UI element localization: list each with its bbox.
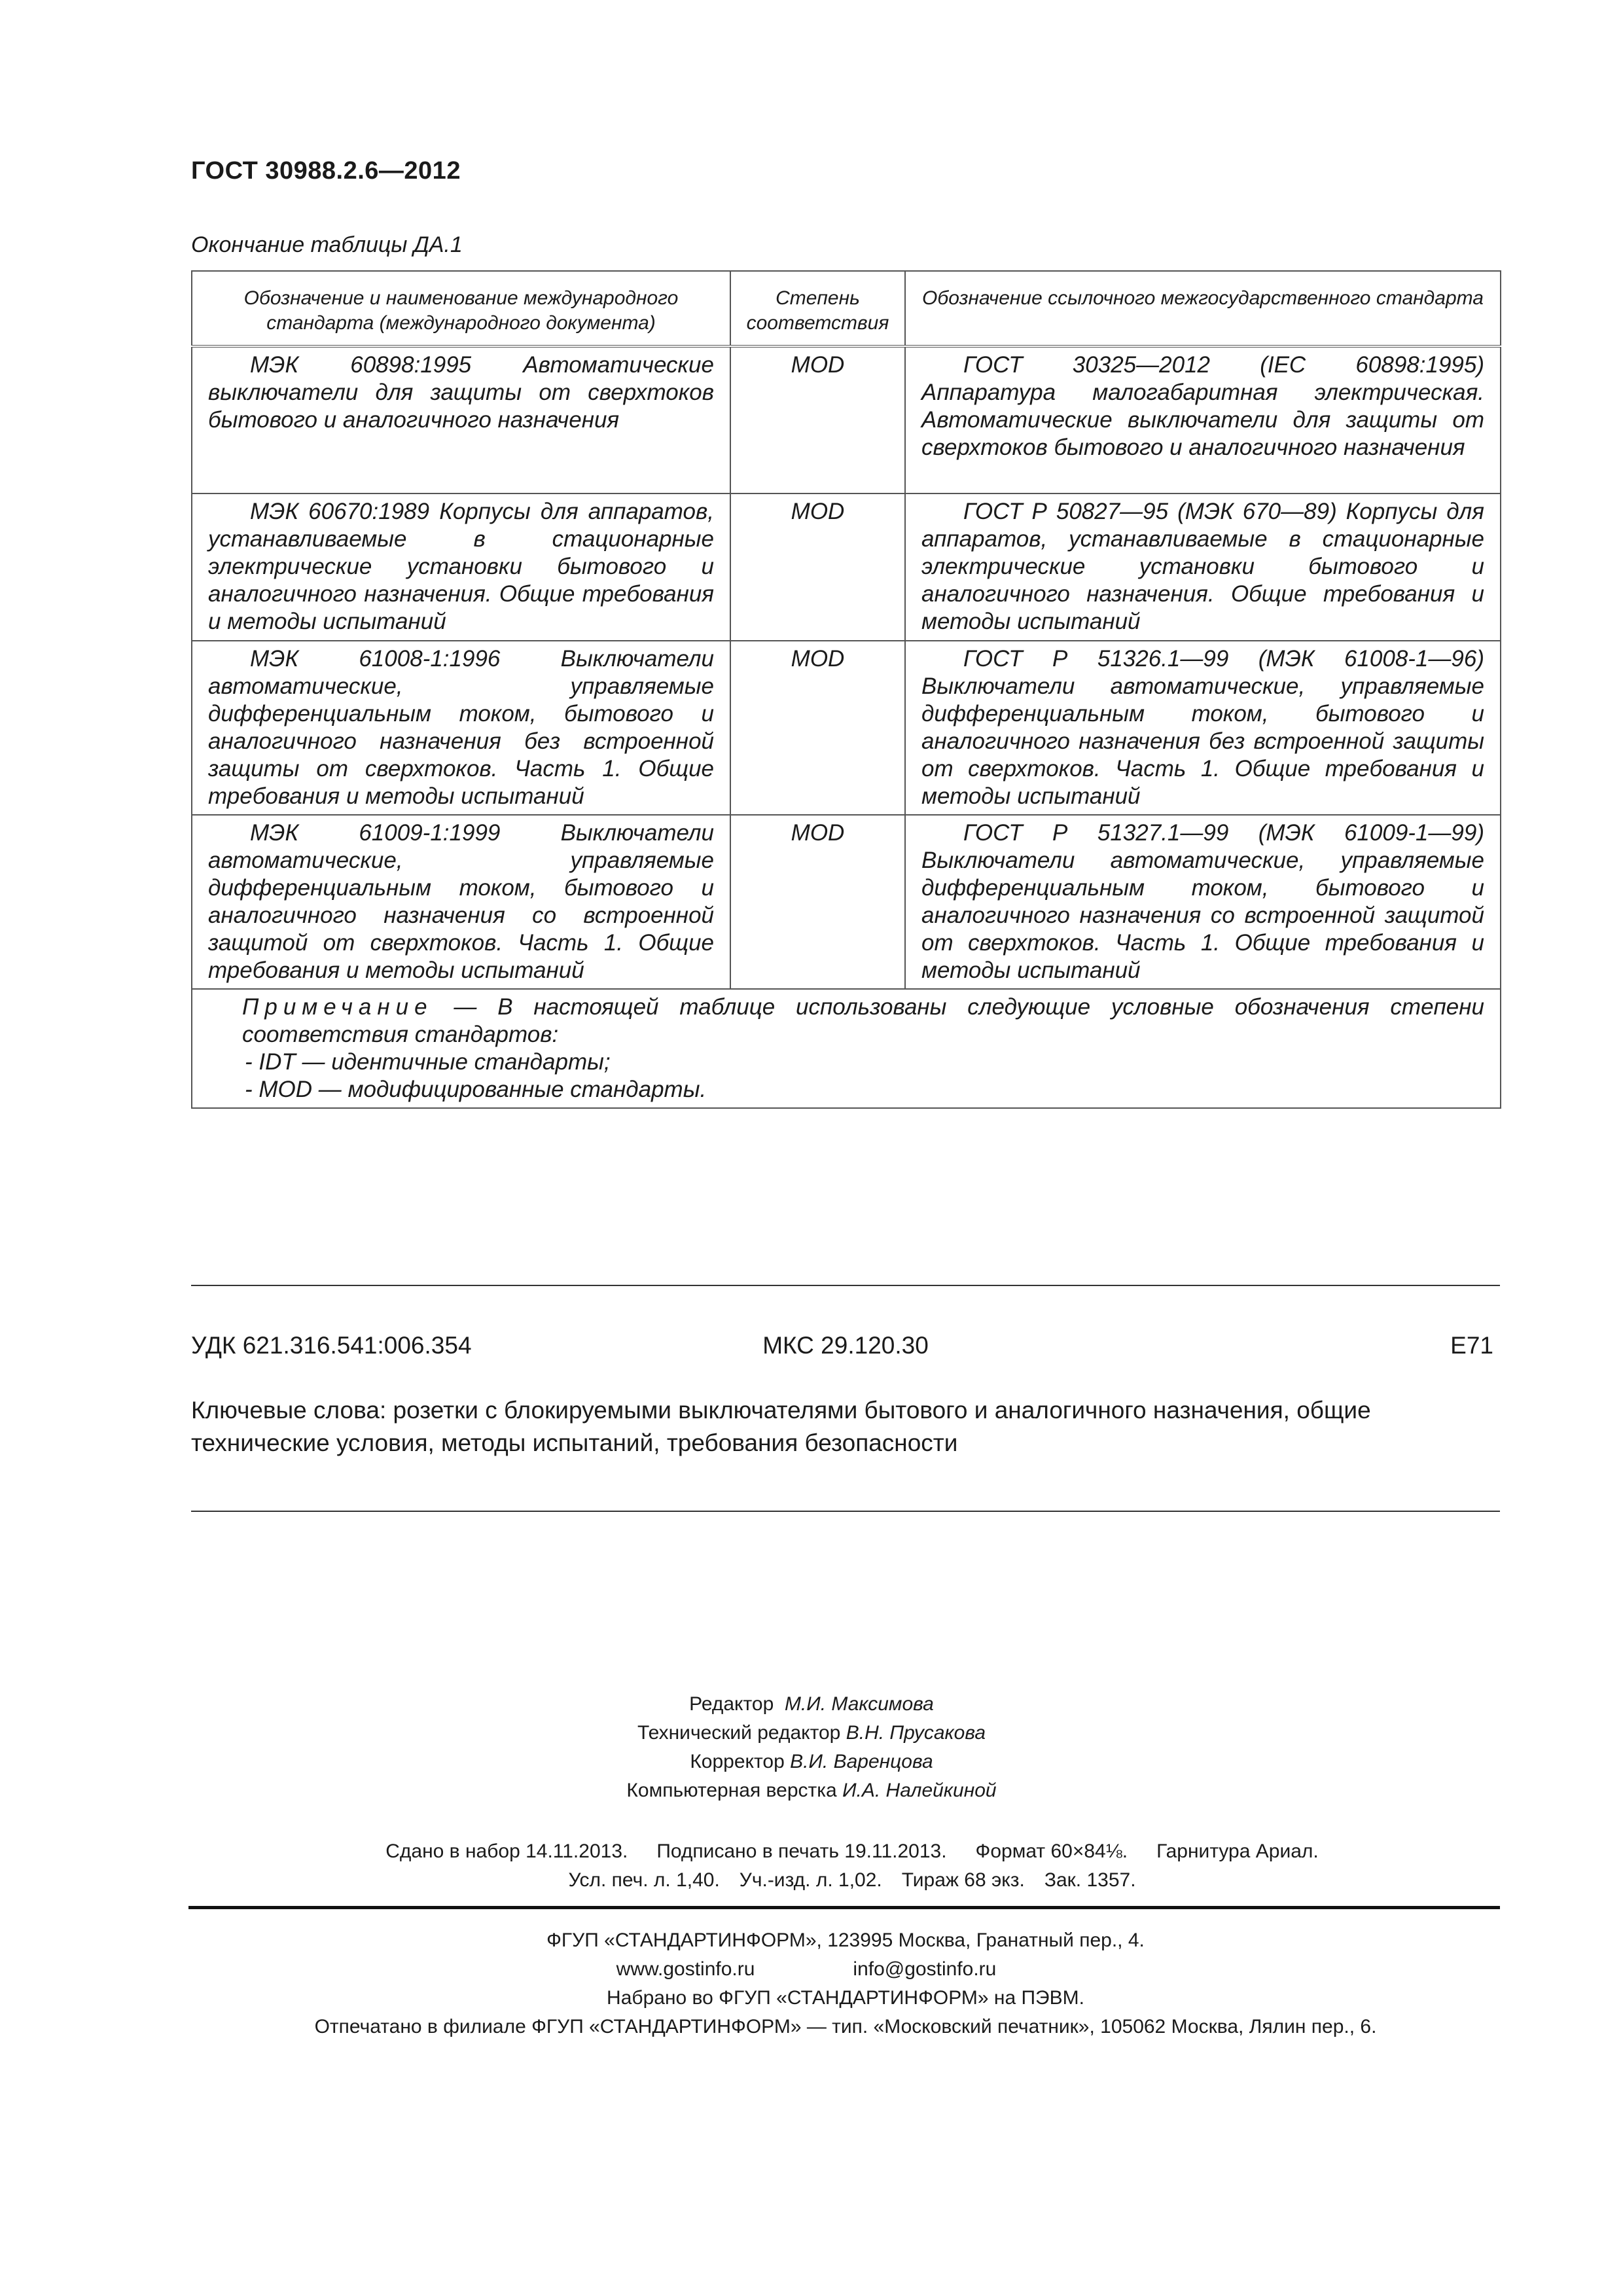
publisher-contacts bbox=[191, 1955, 1500, 1984]
publisher-email[interactable]: info@gostinfo.ru bbox=[853, 1958, 997, 1980]
credit-proofreader bbox=[626, 1748, 996, 1776]
credit-role: Технический редактор bbox=[637, 1722, 841, 1744]
publisher-sheets: Уч.-изд. л. 1,02. bbox=[739, 1869, 882, 1891]
table-caption: Окончание таблицы ДА.1 bbox=[191, 232, 463, 257]
credit-name: М.И. Максимова bbox=[784, 1693, 934, 1715]
publisher-website[interactable]: www.gostinfo.ru bbox=[616, 1958, 755, 1980]
credit-technical-editor bbox=[626, 1719, 996, 1748]
divider-thick bbox=[188, 1906, 1500, 1909]
table-row bbox=[192, 493, 1501, 641]
note-item-idt: - IDT — идентичные стандарты; bbox=[245, 1049, 611, 1075]
table-row bbox=[192, 815, 1501, 989]
okp-code: Е71 bbox=[1450, 1332, 1493, 1359]
credit-name: И.А. Налейкиной bbox=[842, 1780, 997, 1801]
print-format: Формат 60×84⅛. bbox=[975, 1840, 1128, 1862]
divider-top bbox=[191, 1285, 1500, 1286]
print-info-line-2 bbox=[198, 1866, 1507, 1895]
mks-code: МКС 29.120.30 bbox=[762, 1332, 929, 1359]
typeset-date: Сдано в набор 14.11.2013. bbox=[385, 1840, 628, 1862]
standards-table bbox=[191, 270, 1501, 1109]
print-location: Отпечатано в филиале ФГУП «СТАНДАРТИНФОРМ» — тип. «Московский печатник», 105062 Москва, Лялин пер., 6. bbox=[314, 2016, 1377, 2037]
credit-role: Редактор bbox=[689, 1693, 774, 1715]
column-header-interstate: Обозначение ссылочного межгосударственного стандарта bbox=[905, 271, 1501, 346]
keywords: Ключевые слова: розетки с блокируемыми выключателями бытового и аналогичного назначения, общие технические условия, методы испытаний, требования безопасности bbox=[191, 1397, 1371, 1456]
cell-international-standard: МЭК 61009-1:1999 Выключатели автоматические, управляемые дифференциальным током, бытового и аналогичного назначения со встроенной защитой от сверхтоков. Часть 1. Общие требования и методы испытаний bbox=[192, 815, 730, 989]
document-number: ГОСТ 30988.2.6—2012 bbox=[191, 157, 461, 185]
cell-international-standard: МЭК 61008-1:1996 Выключатели автоматические, управляемые дифференциальным током, бытового и аналогичного назначения без встроенной защиты от сверхтоков. Часть 1. Общие требования и методы испытаний bbox=[192, 641, 730, 815]
typeset-location: Набрано во ФГУП «СТАНДАРТИНФОРМ» на ПЭВМ. bbox=[607, 1987, 1084, 2009]
print-info bbox=[198, 1837, 1507, 1895]
note-title: Примечание bbox=[242, 994, 433, 1020]
column-header-degree: Степень соответствия bbox=[730, 271, 905, 346]
credits bbox=[626, 1690, 996, 1805]
cell-interstate-standard: ГОСТ Р 51326.1—99 (МЭК 61008-1—96) Выключатели автоматические, управляемые дифференциальным током, бытового и аналогичного назначения без встроенной защиты от сверхтоков. Часть 1. Общие требования и методы испытаний bbox=[905, 641, 1501, 815]
cell-degree: MOD bbox=[730, 346, 905, 493]
cell-international-standard: МЭК 60670:1989 Корпусы для аппаратов, устанавливаемые в стационарные электрические установки бытового и аналогичного назначения. Общие требования и методы испытаний bbox=[192, 493, 730, 641]
printed-sheets: Усл. печ. л. 1,40. bbox=[568, 1869, 720, 1891]
cell-degree: MOD bbox=[730, 641, 905, 815]
signed-date: Подписано в печать 19.11.2013. bbox=[656, 1840, 947, 1862]
note-text: — В настоящей таблице использованы следующие условные обозначения степени соответствия стандартов: bbox=[242, 994, 1484, 1047]
table-row bbox=[192, 346, 1501, 493]
typeface: Гарнитура Ариал. bbox=[1156, 1840, 1319, 1862]
note-item-mod: - MOD — модифицированные стандарты. bbox=[245, 1077, 707, 1102]
credit-role: Компьютерная верстка bbox=[626, 1780, 837, 1801]
column-header-international: Обозначение и наименование международного стандарта (международного документа) bbox=[192, 271, 730, 346]
table-note bbox=[192, 989, 1501, 1108]
credit-editor bbox=[626, 1690, 996, 1719]
credit-name: В.И. Варенцова bbox=[790, 1751, 933, 1772]
print-run: Тираж 68 экз. bbox=[901, 1869, 1025, 1891]
cell-interstate-standard: ГОСТ Р 51327.1—99 (МЭК 61009-1—99) Выключатели автоматические, управляемые дифференциальным током, бытового и аналогичного назначения со встроенной защитой от сверхтоков. Часть 1. Общие требования и методы испытаний bbox=[905, 815, 1501, 989]
table-row bbox=[192, 641, 1501, 815]
credit-name: В.Н. Прусакова bbox=[846, 1722, 986, 1744]
cell-interstate-standard: ГОСТ Р 50827—95 (МЭК 670—89) Корпусы для аппаратов, устанавливаемые в стационарные электрические установки бытового и аналогичного назначения. Общие требования и методы испытаний bbox=[905, 493, 1501, 641]
udk-code: УДК 621.316.541:006.354 bbox=[191, 1332, 472, 1359]
cell-degree: MOD bbox=[730, 815, 905, 989]
order-number: Зак. 1357. bbox=[1044, 1869, 1136, 1891]
cell-international-standard: МЭК 60898:1995 Автоматические выключатели для защиты от сверхтоков бытового и аналогичного назначения bbox=[192, 346, 730, 493]
publisher-address: ФГУП «СТАНДАРТИНФОРМ», 123995 Москва, Гранатный пер., 4. bbox=[546, 1929, 1145, 1951]
print-info-line-1 bbox=[198, 1837, 1507, 1866]
cell-degree: MOD bbox=[730, 493, 905, 641]
classification-codes bbox=[191, 1332, 1493, 1365]
table-note-row bbox=[192, 989, 1501, 1108]
divider-bottom bbox=[191, 1511, 1500, 1512]
credit-role: Корректор bbox=[690, 1751, 785, 1772]
publisher-info bbox=[191, 1926, 1500, 2041]
credit-layout bbox=[626, 1776, 996, 1805]
table-header-row bbox=[192, 271, 1501, 346]
cell-interstate-standard: ГОСТ 30325—2012 (IEC 60898:1995) Аппаратура малогабаритная электрическая. Автоматические выключатели для защиты от сверхтоков бытового и аналогичного назначения bbox=[905, 346, 1501, 493]
